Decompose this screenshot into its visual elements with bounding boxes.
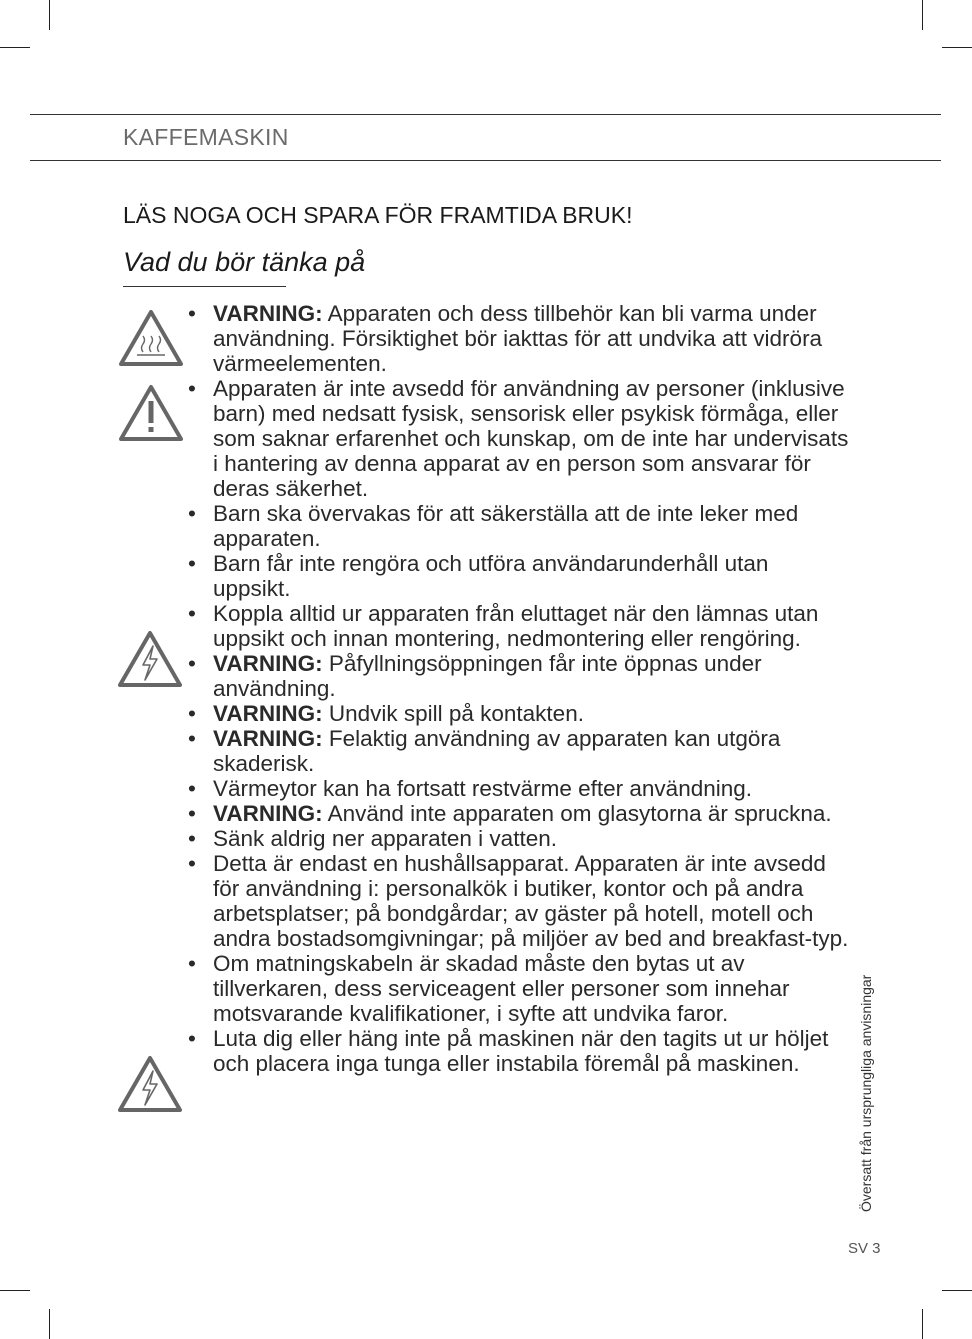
list-item [188, 301, 850, 376]
crop-mark [922, 1309, 923, 1339]
electric-shock-warning-icon [117, 1055, 183, 1113]
general-warning-icon [118, 384, 184, 442]
crop-mark [922, 0, 923, 30]
warning-text: Luta dig eller häng inte på maskinen när den tagits ut ur höljet och placera inga tunga eller instabila föremål på maskinen. [213, 1026, 829, 1076]
warning-text: Barn ska övervakas för att säkerställa att de inte leker med apparaten. [213, 501, 799, 551]
warning-text: Apparaten och dess tillbehör kan bli varma under användning. Försiktighet bör iakttas för att undvika att vidröra värmeelementen. [213, 301, 823, 376]
crop-mark [0, 1290, 30, 1291]
page-number: SV 3 [848, 1240, 881, 1257]
list-item [188, 1026, 850, 1076]
crop-mark [942, 1290, 972, 1291]
subtitle-underline [123, 286, 286, 287]
crop-mark [49, 1309, 50, 1339]
list-item [188, 726, 850, 776]
warning-label: VARNING: [213, 301, 323, 326]
list-item [188, 701, 850, 726]
crop-mark [942, 47, 972, 48]
hot-surface-warning-icon [118, 309, 184, 367]
list-item [188, 551, 850, 601]
warning-text: Koppla alltid ur apparaten från eluttaget när den lämnas utan uppsikt och innan montering, nedmontering eller rengöring. [213, 601, 819, 651]
list-item [188, 776, 850, 801]
crop-mark [0, 47, 30, 48]
list-item [188, 651, 850, 701]
list-item [188, 801, 850, 826]
warning-text: Undvik spill på kontakten. [322, 701, 584, 726]
page-subtitle: Vad du bör tänka på [123, 247, 366, 277]
electric-shock-warning-icon [117, 630, 183, 688]
warning-label: VARNING: [213, 651, 323, 676]
warning-text: Värmeytor kan ha fortsatt restvärme efter användning. [213, 776, 753, 801]
list-item [188, 601, 850, 651]
warning-text: Barn får inte rengöra och utföra användarunderhåll utan uppsikt. [213, 551, 769, 601]
crop-mark [49, 0, 50, 30]
warning-text: Apparaten är inte avsedd för användning av personer (inklusive barn) med nedsatt fysisk, sensorisk eller psykisk förmåga, eller som saknar erfarenhet och kunskap, om de inte har undervisats i hantering av denna apparat av en person som ansvarar för deras säkerhet. [213, 376, 849, 501]
warning-label: VARNING: [213, 801, 323, 826]
warning-label: VARNING: [213, 726, 323, 751]
list-item [188, 501, 850, 551]
warning-text: Felaktig användning av apparaten kan utgöra skaderisk. [213, 726, 781, 776]
list-item [188, 376, 850, 501]
header-bottom-rule [30, 160, 941, 161]
header-top-rule [30, 114, 941, 115]
read-carefully-heading: LÄS NOGA OCH SPARA FÖR FRAMTIDA BRUK! [123, 202, 633, 228]
section-title: KAFFEMASKIN [123, 124, 289, 150]
list-item [188, 826, 850, 851]
warning-text: Använd inte apparaten om glasytorna är spruckna. [322, 801, 832, 826]
warning-text: Detta är endast en hushållsapparat. Apparaten är inte avsedd för användning i: personalkök i butiker, kontor och på andra arbetsplatser; på bondgårdar; av gäster på hotell, motell och andra bostadsomgivningar; på miljöer av bed and breakfast-typ. [213, 851, 849, 951]
warning-text: Sänk aldrig ner apparaten i vatten. [213, 826, 557, 851]
list-item [188, 951, 850, 1026]
translation-note: Översatt från ursprungliga anvisningar [858, 974, 874, 1212]
warning-text: Om matningskabeln är skadad måste den bytas ut av tillverkaren, dess serviceagent eller personer som innehar motsvarande kvalifikationer, i syfte att undvika faror. [213, 951, 790, 1026]
warning-label: VARNING: [213, 701, 323, 726]
warnings-list [188, 301, 850, 1076]
list-item [188, 851, 850, 951]
warning-text: Påfyllningsöppningen får inte öppnas under användning. [213, 651, 762, 701]
